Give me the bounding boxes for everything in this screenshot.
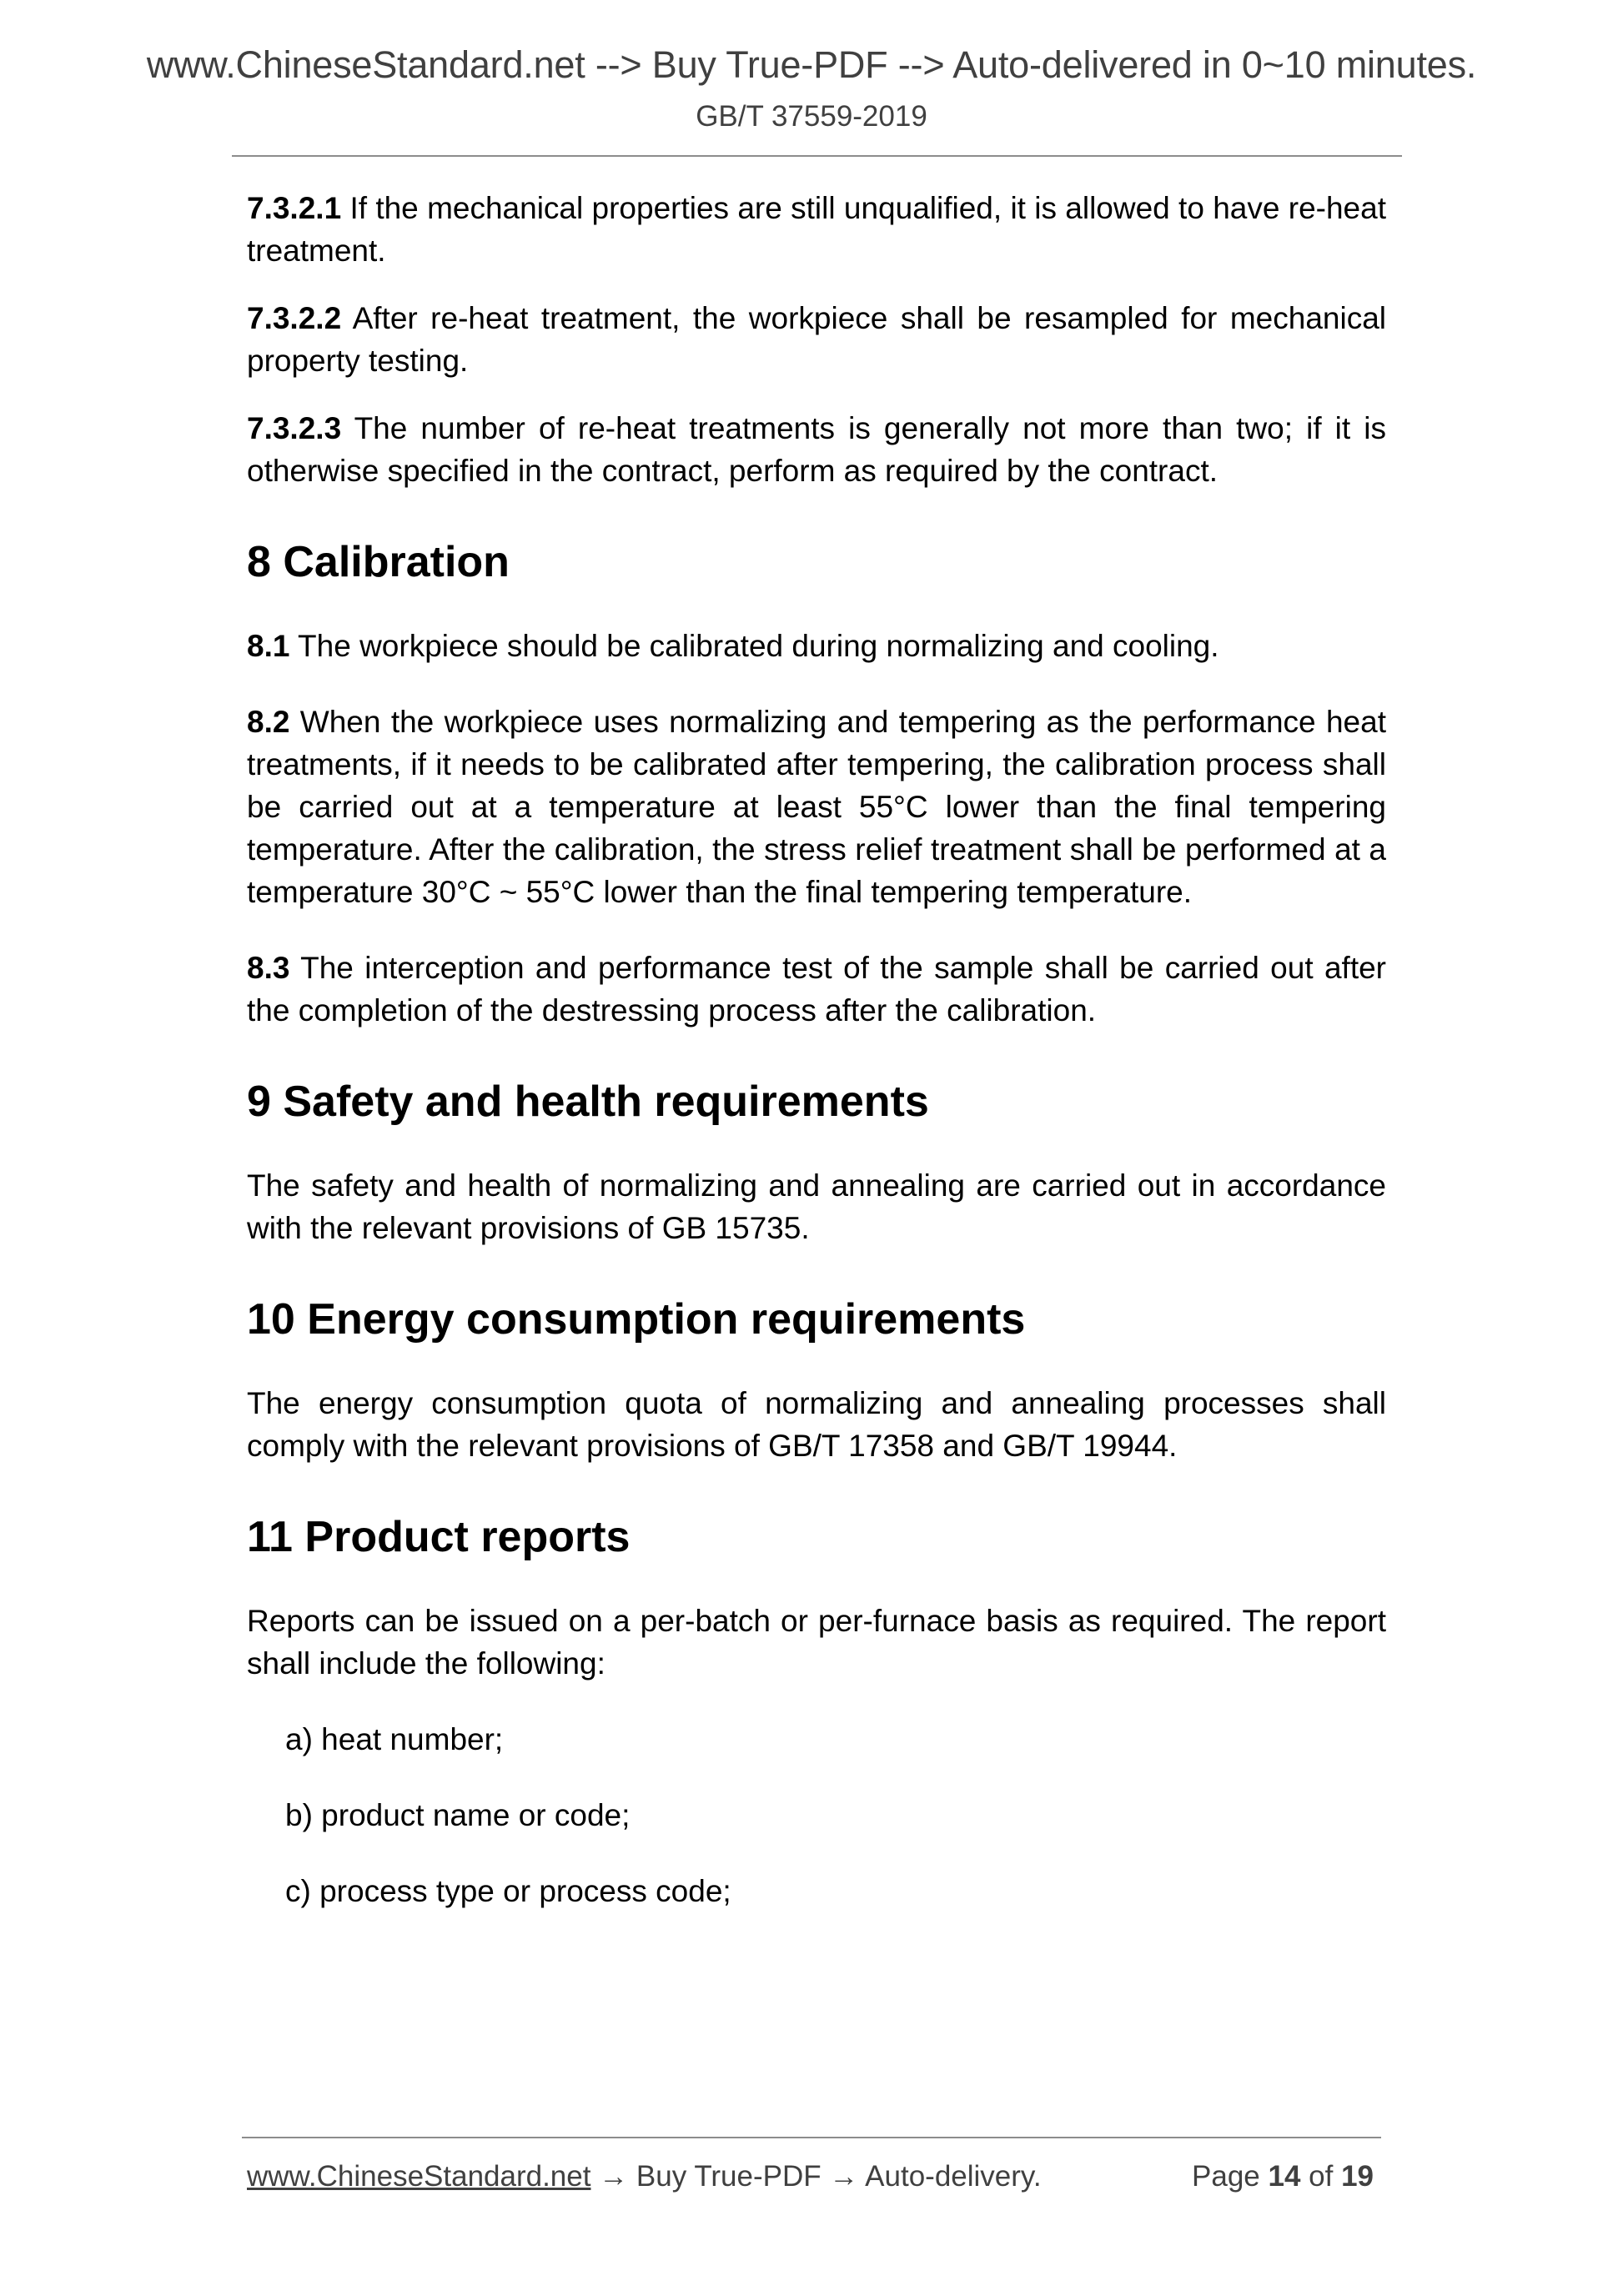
document-body bbox=[247, 187, 1386, 1912]
footer-tagline: → Buy True-PDF → Auto-delivery. bbox=[590, 2160, 1042, 2193]
header-banner: www.ChineseStandard.net --> Buy True-PDF --> Auto-delivered in 0~10 minutes. bbox=[146, 43, 1477, 86]
clause-text: The interception and performance test of the sample shall be carried out after the completion of the destressing process after the calibration. bbox=[247, 951, 1386, 1027]
list-item: c) process type or process code; bbox=[285, 1874, 731, 1908]
page-total: 19 bbox=[1341, 2160, 1374, 2193]
section-heading-9: 9 Safety and health requirements bbox=[247, 1078, 929, 1126]
clause-7-3-2-3 bbox=[247, 407, 1386, 492]
clause-7-3-2-1 bbox=[247, 187, 1386, 272]
clause-text: If the mechanical properties are still unqualified, it is allowed to have re-heat treatment. bbox=[247, 191, 1386, 268]
page-label: Page bbox=[1192, 2160, 1269, 2193]
clause-number: 7.3.2.3 bbox=[247, 411, 342, 445]
clause-number: 8.3 bbox=[247, 951, 290, 985]
section-10-text: The energy consumption quota of normalizing and annealing processes shall comply with the relevant provisions of GB/T 17358 and GB/T 19944. bbox=[247, 1386, 1386, 1463]
clause-8-2 bbox=[247, 701, 1386, 913]
section-11-text: Reports can be issued on a per-batch or per-furnace basis as required. The report shall include the following: bbox=[247, 1604, 1386, 1681]
clause-7-3-2-2 bbox=[247, 297, 1386, 382]
clause-number: 7.3.2.2 bbox=[247, 301, 342, 335]
footer-left bbox=[247, 2160, 1042, 2193]
site-link[interactable]: www.ChineseStandard.net bbox=[247, 2160, 591, 2193]
list-item: b) product name or code; bbox=[285, 1798, 631, 1832]
clause-number: 8.1 bbox=[247, 629, 290, 663]
page-of: of bbox=[1300, 2160, 1342, 2193]
section-heading-11: 11 Product reports bbox=[247, 1513, 631, 1561]
clause-number: 7.3.2.1 bbox=[247, 191, 342, 225]
clause-text: The number of re-heat treatments is generally not more than two; if it is otherwise specified in the contract, perform as required by the contract. bbox=[247, 411, 1386, 488]
section-heading-8: 8 Calibration bbox=[247, 538, 510, 586]
clause-text: When the workpiece uses normalizing and tempering as the performance heat treatments, if it needs to be calibrated after tempering, the calibration process shall be carried out at a temperature at least 55°C lower than the final tempering temperature. After the calibration, the stress relief treatment shall be performed at a temperature 30°C ~ 55°C lower than the final tempering temperature. bbox=[247, 705, 1386, 909]
clause-text: After re-heat treatment, the workpiece shall be resampled for mechanical property testing. bbox=[247, 301, 1386, 378]
clause-8-3 bbox=[247, 947, 1386, 1032]
list-item: a) heat number; bbox=[285, 1722, 504, 1756]
page-current: 14 bbox=[1268, 2160, 1301, 2193]
clause-text: The workpiece should be calibrated during normalizing and cooling. bbox=[289, 629, 1219, 663]
section-9-text: The safety and health of normalizing and annealing are carried out in accordance with the relevant provisions of GB 15735. bbox=[247, 1168, 1386, 1245]
clause-number: 8.2 bbox=[247, 705, 290, 739]
section-heading-10: 10 Energy consumption requirements bbox=[247, 1295, 1026, 1344]
footer-divider bbox=[242, 2137, 1381, 2138]
clause-8-1 bbox=[247, 625, 1386, 667]
header-divider bbox=[232, 155, 1402, 157]
page-indicator bbox=[1192, 2160, 1374, 2193]
standard-id: GB/T 37559-2019 bbox=[696, 100, 927, 133]
